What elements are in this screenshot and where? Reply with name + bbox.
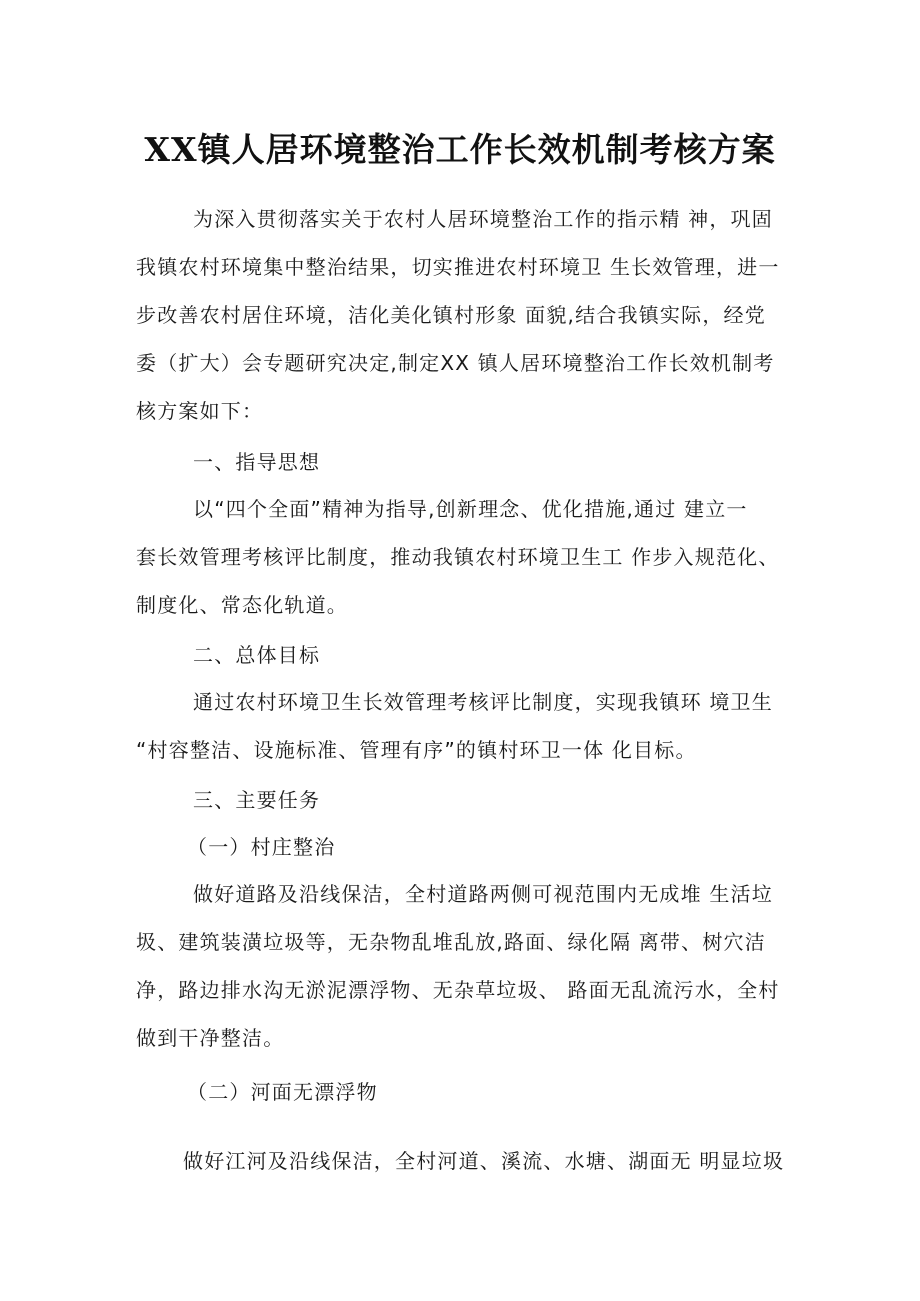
section2-line: “村容整洁、设施标准、管理有序”的镇村环卫一体 化目标。 [136, 738, 697, 762]
section1-line: 制度化、常态化轨道。 [136, 593, 348, 617]
subsection-heading-river-surface: （二）河面无漂浮物 [187, 1080, 378, 1104]
section-heading-main-tasks: 三、主要任务 [193, 788, 321, 812]
intro-line: 步改善农村居住环境，洁化美化镇村形象 面貌,结合我镇实际，经党 [136, 303, 766, 327]
section-heading-overall-goal: 二、总体目标 [193, 643, 321, 667]
section1-line: 以“四个全面”精神为指导,创新理念、优化措施,通过 建立一 [193, 497, 748, 521]
section1-line: 套长效管理考核评比制度，推动我镇农村环境卫生工 作步入规范化、 [136, 545, 780, 569]
sub1-line: 做到干净整洁。 [136, 1026, 285, 1050]
sub1-line: 圾、建筑装潢垃圾等，无杂物乱堆乱放,路面、绿化隔 离带、树穴洁 [136, 930, 766, 954]
section2-line: 通过农村环境卫生长效管理考核评比制度，实现我镇环 境卫生 [193, 690, 773, 714]
intro-line: 我镇农村环境集中整治结果，切实推进农村环境卫 生长效管理，进一 [136, 255, 780, 279]
intro-line: 为深入贯彻落实关于农村人居环境整治工作的指示精 神，巩固 [193, 207, 773, 231]
sub1-line: 做好道路及沿线保洁，全村道路两侧可视范围内无成堆 生活垃 [193, 882, 773, 906]
section-heading-guiding-thought: 一、指导思想 [193, 450, 321, 474]
subsection-heading-village-renovation: （一）村庄整治 [187, 835, 336, 859]
intro-line: 核方案如下： [136, 399, 264, 423]
sub1-line: 净，路边排水沟无淤泥漂浮物、无杂草垃圾、 路面无乱流污水，全村 [136, 978, 780, 1002]
intro-line: 委（扩大）会专题研究决定,制定XX 镇人居环境整治工作长效机制考 [136, 351, 775, 375]
document-title: XX镇人居环境整治工作长效机制考核方案 [144, 130, 776, 169]
sub2-line: 做好江河及沿线保洁，全村河道、溪流、水塘、湖面无 明显垃圾 [183, 1149, 785, 1173]
